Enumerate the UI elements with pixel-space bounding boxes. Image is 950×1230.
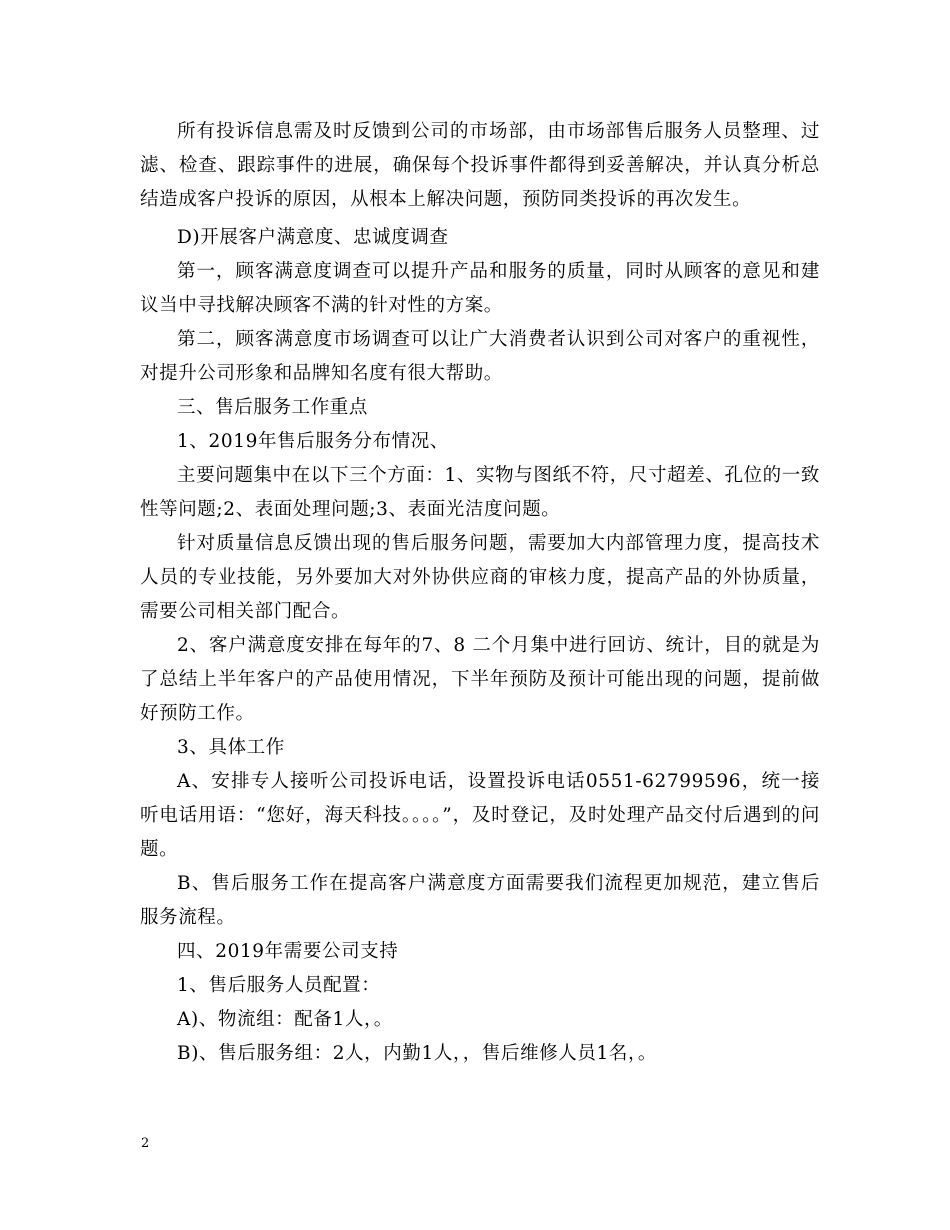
paragraph-second-point: 第二，顾客满意度市场调查可以让广大消费者认识到公司对客户的重视性，对提升公司形象和品牌知名度有很大帮助。 xyxy=(140,329,820,384)
heading-service-distribution: 1、2019年售后服务分布情况、 xyxy=(177,431,449,452)
paragraph-quality-feedback: 针对质量信息反馈出现的售后服务问题，需要加大内部管理力度，提高技术人员的专业技能，另外要加大对外协供应商的审核力度，提高产品的外协质量，需要公司相关部门配合。 xyxy=(140,533,820,622)
heading-specific-work: 3、具体工作 xyxy=(177,737,285,758)
heading-satisfaction-survey: D)开展客户满意度、忠诚度调查 xyxy=(177,227,449,248)
paragraph-complaint-handling: 所有投诉信息需及时反馈到公司的市场部，由市场部售后服务人员整理、过滤、检查、跟踪事件的进展，确保每个投诉事件都得到妥善解决，并认真分析总结造成客户投诉的原因，从根本上解决问题，预防同类投诉的再次发生。 xyxy=(140,121,820,210)
paragraph-service-process: B、售后服务工作在提高客户满意度方面需要我们流程更加规范，建立售后服务流程。 xyxy=(140,873,820,928)
paragraph-first-point: 第一，顾客满意度调查可以提升产品和服务的质量，同时从顾客的意见和建议当中寻找解决顾客不满的针对性的方案。 xyxy=(140,261,820,316)
heading-section-three: 三、售后服务工作重点 xyxy=(177,397,369,418)
page-number: 2 xyxy=(141,1136,150,1151)
list-item-service-group: B)、售后服务组：2人，内勤1人，，售后维修人员1名，。 xyxy=(177,1043,657,1064)
paragraph-complaint-hotline: A、安排专人接听公司投诉电话，设置投诉电话0551-62799596，统一接听电话用语：“您好，海天科技。。。。”，及时登记，及时处理产品交付后遇到的问题。 xyxy=(140,771,820,860)
paragraph-main-issues: 主要问题集中在以下三个方面：1、实物与图纸不符，尺寸超差、孔位的一致性等问题;2、表面处理问题;3、表面光洁度问题。 xyxy=(140,465,820,520)
list-item-logistics-group: A)、物流组：配备1人，。 xyxy=(177,1009,393,1030)
paragraph-satisfaction-schedule: 2、客户满意度安排在每年的7、8 二个月集中进行回访、统计，目的就是为了总结上半年客户的产品使用情况，下半年预防及预计可能出现的问题，提前做好预防工作。 xyxy=(140,635,820,724)
heading-section-four: 四、2019年需要公司支持 xyxy=(177,941,399,962)
heading-staff-allocation: 1、售后服务人员配置： xyxy=(177,975,381,996)
